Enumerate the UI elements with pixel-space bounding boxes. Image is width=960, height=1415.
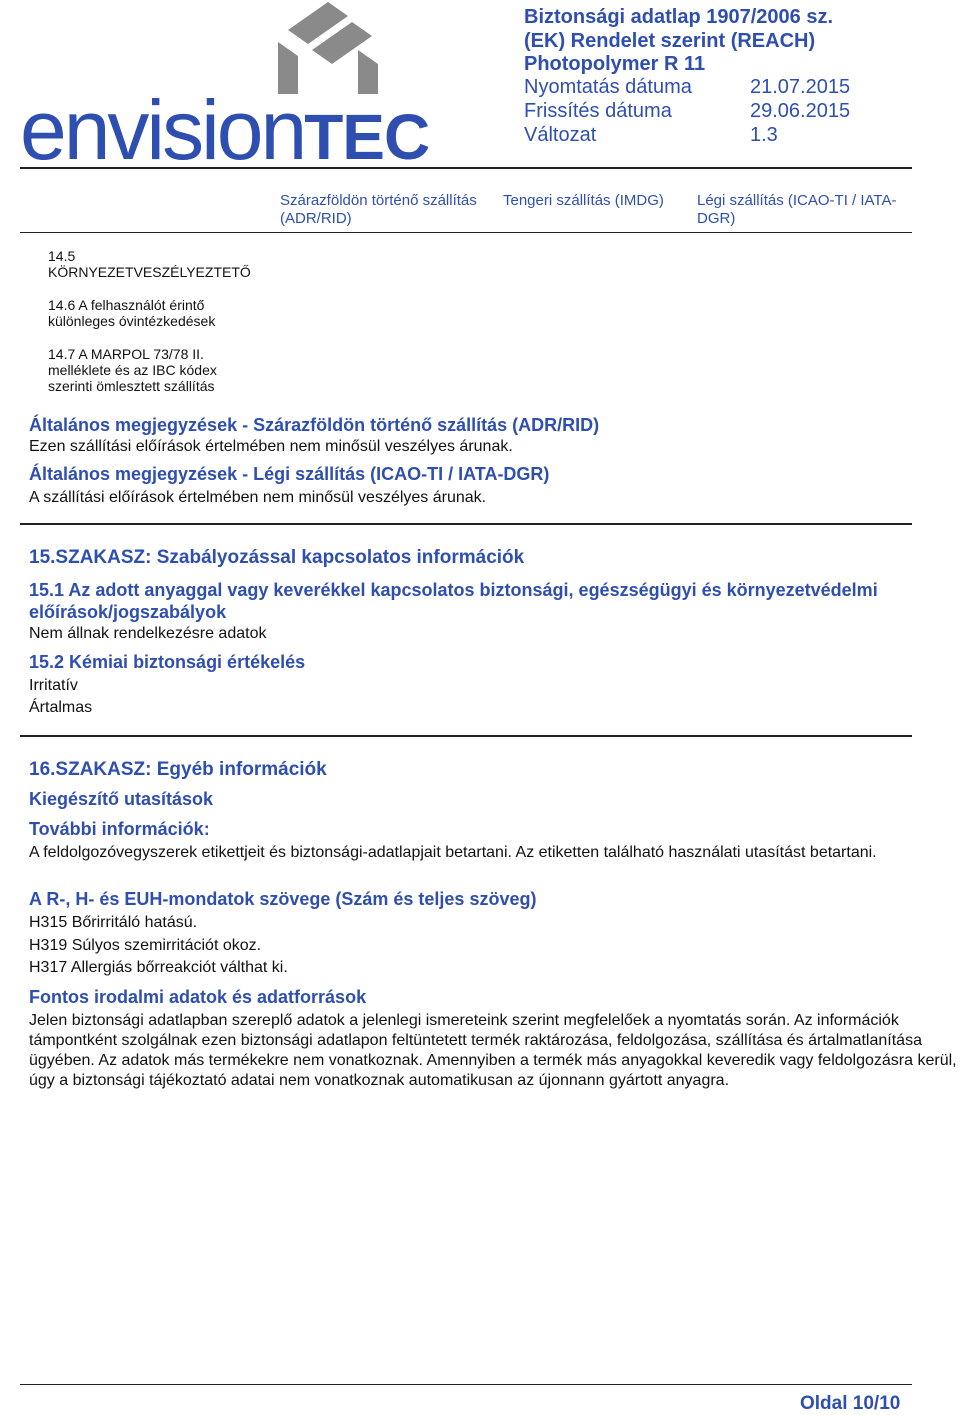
footer-divider <box>20 1384 912 1385</box>
version-label: Változat <box>524 124 597 146</box>
literature-text: Jelen biztonsági adatlapban szereplő adatok a jelenlegi ismereteink szerint megfelelőek a nyomtatás során. Az információk támpontként szolgálnak ezen biztonsági adatlapon feltüntetett termék raktározása, feldolgozása, szállítása és ártalmatlanítása ügyében. Az adatok más termékekre nem vonatkoznak. Amennyiben a termék más anyagokkal keveredik vagy feldolgozásra kerül, úgy a biztonsági tájékoztató adatai nem vonatkoznak automatikusan az újonnann gyártott anyagra. <box>29 1012 957 1089</box>
update-date-value: 29.06.2015 <box>750 100 851 122</box>
note-air-text: A szállítási előírások értelmében nem minősül veszélyes árunak. <box>29 489 487 506</box>
more-info-text: A feldolgozóvegyszerek etikettjeit és biztonsági-adatlapjait betartani. Az etiketten található használati utasítást betartani. <box>29 844 877 861</box>
update-date-label: Frissítés dátuma <box>524 100 672 122</box>
header-divider <box>20 167 912 169</box>
product-name: Photopolymer R 11 <box>524 53 706 75</box>
update-date-row <box>524 99 851 123</box>
doc-title-line2: (EK) Rendelet szerint (REACH) <box>524 30 816 52</box>
phrase-h315: H315 Bőrirritáló hatású. <box>29 914 198 931</box>
doc-title-line1: Biztonsági adatlap 1907/2006 sz. <box>524 6 834 28</box>
more-info-title: További információk: <box>29 819 210 839</box>
logo-mark-icon <box>268 2 388 94</box>
section15-title: 15.SZAKASZ: Szabályozással kapcsolatos információk <box>29 547 525 568</box>
section15-1-text: Nem állnak rendelkezésre adatok <box>29 625 267 642</box>
print-date-value: 21.07.2015 <box>750 76 851 98</box>
phrase-h317: H317 Allergiás bőrreakciót válthat ki. <box>29 959 288 976</box>
print-date-label: Nyomtatás dátuma <box>524 76 692 98</box>
note-land-text: Ezen szállítási előírások értelmében nem minősül veszélyes árunak. <box>29 438 513 455</box>
literature-title: Fontos irodalmi adatok és adatforrások <box>29 987 367 1007</box>
phrase-h319: H319 Súlyos szemirritációt okoz. <box>29 937 262 954</box>
page-number: Oldal 10/10 <box>800 1393 901 1414</box>
company-logo <box>20 83 430 177</box>
row-user-precautions: 14.6 A felhasználót érintő különleges óvintézkedések <box>48 297 216 329</box>
phrases-title: A R-, H- és EUH-mondatok szövege (Szám és teljes szöveg) <box>29 889 537 909</box>
section15-1-title: 15.1 Az adott anyaggal vagy keverékkel kapcsolatos biztonsági, egészségügyi és környezetvédelmi előírások/jogszabályok <box>29 580 878 622</box>
section16-divider <box>20 735 912 737</box>
section15-2-line1: Irritatív <box>29 677 78 694</box>
logo-text: envision <box>20 83 305 177</box>
row-environmental-hazards: 14.5 KÖRNYEZETVESZÉLYEZTETŐ <box>48 248 251 280</box>
col-air-transport: Légi szállítás (ICAO-TI / IATA-DGR) <box>697 192 897 227</box>
table-header-divider <box>20 232 912 233</box>
note-land-title: Általános megjegyzések - Szárazföldön történő szállítás (ADR/RID) <box>29 415 600 435</box>
col-land-transport: Szárazföldön történő szállítás (ADR/RID) <box>280 192 477 227</box>
supplementary-title: Kiegészítő utasítások <box>29 789 214 809</box>
section15-divider <box>20 523 912 525</box>
version-row <box>524 123 778 147</box>
section16-title: 16.SZAKASZ: Egyéb információk <box>29 759 327 780</box>
row-marpol: 14.7 A MARPOL 73/78 II. melléklete és az IBC kódex szerinti ömlesztett szállítás <box>48 346 217 394</box>
section15-2-title: 15.2 Kémiai biztonsági értékelés <box>29 652 306 672</box>
section15-2-line2: Ártalmas <box>29 699 93 716</box>
note-air-title: Általános megjegyzések - Légi szállítás (ICAO-TI / IATA-DGR) <box>29 464 550 484</box>
version-value: 1.3 <box>750 124 778 146</box>
print-date-row <box>524 75 851 99</box>
logo-text-tec: TEC <box>304 101 430 173</box>
col-sea-transport: Tengeri szállítás (IMDG) <box>503 192 664 209</box>
